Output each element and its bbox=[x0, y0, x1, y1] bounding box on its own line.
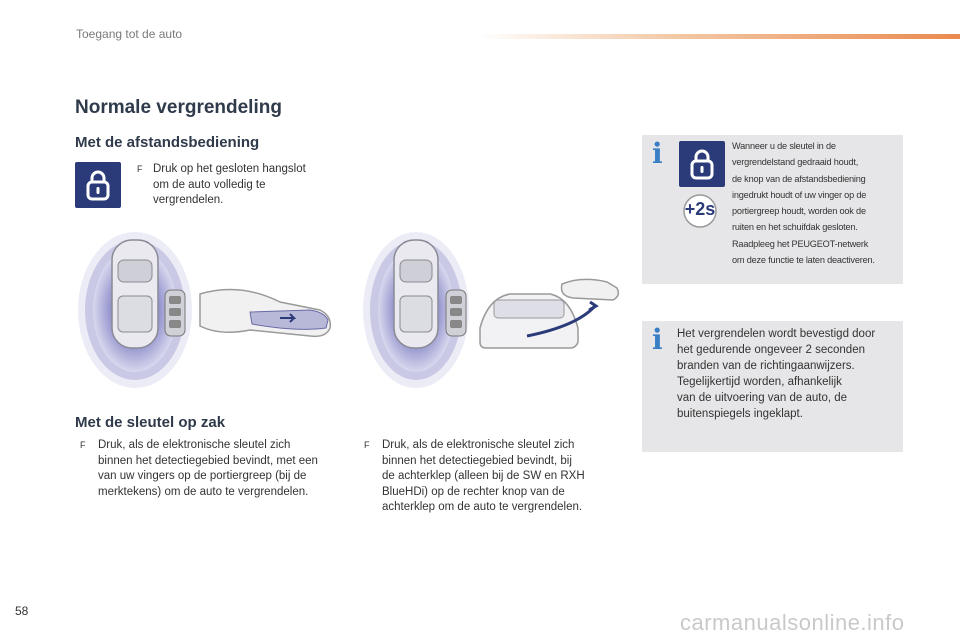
text-line: van de uitvoering van de auto, de bbox=[677, 392, 848, 404]
pocket-heading: Met de sleutel op zak bbox=[75, 414, 226, 431]
text-line: Druk, als de elektronische sleutel zich bbox=[382, 439, 575, 451]
text-line: achterklep om de auto te vergrendelen. bbox=[382, 501, 583, 513]
bullet-mark: F bbox=[137, 164, 143, 174]
remote-heading: Met de afstandsbediening bbox=[75, 134, 260, 151]
text-line: de achterklep (alleen bij de SW en RXH bbox=[382, 470, 585, 482]
bullet-mark: F bbox=[364, 440, 370, 450]
text-line: Raadpleeg het PEUGEOT-netwerk bbox=[732, 238, 869, 249]
info-box-hold-lock bbox=[642, 135, 903, 284]
text-line: BlueHDi) op de rechter knop van de bbox=[382, 485, 565, 498]
info-box-lock-confirmation bbox=[642, 321, 903, 452]
text-line: om de auto volledig te bbox=[153, 178, 266, 191]
pocket-tailgate-instruction bbox=[364, 438, 614, 516]
text-line: de knop van de afstandsbediening bbox=[732, 173, 866, 184]
section-title: Toegang tot de auto bbox=[76, 27, 183, 41]
text-line: ingedrukt houdt of uw vinger op de bbox=[732, 189, 867, 200]
text-line: van uw vingers op de portiergreep (bij de bbox=[98, 470, 307, 482]
text-line: Wanneer u de sleutel in de bbox=[732, 141, 836, 151]
text-line: buitenspiegels ingeklapt. bbox=[677, 408, 803, 420]
text-line: ruiten en het schuifdak gesloten. bbox=[732, 222, 858, 233]
pocket-door-instruction bbox=[80, 438, 350, 500]
text-line: branden van de richtingaanwijzers. bbox=[677, 360, 855, 372]
watermark: carmanualsonline.info bbox=[680, 610, 905, 635]
remote-instruction bbox=[137, 162, 337, 209]
lock-button-icon bbox=[75, 162, 121, 208]
text-line: Druk op het gesloten hangslot bbox=[153, 163, 306, 175]
text-line: Druk, als de elektronische sleutel zich bbox=[98, 439, 291, 451]
text-line: Het vergrendelen wordt bevestigd door bbox=[677, 328, 876, 340]
text-line: binnen het detectiegebied bevindt, bij bbox=[382, 454, 572, 467]
text-line: vergrendelen. bbox=[153, 194, 224, 206]
text-line: het gedurende ongeveer 2 seconden bbox=[677, 344, 865, 356]
info-icon: i bbox=[652, 137, 663, 170]
info-icon: i bbox=[652, 323, 663, 356]
header-accent-bar bbox=[478, 34, 960, 39]
text-line: om deze functie te laten deactiveren. bbox=[732, 255, 875, 266]
page-title: Normale vergrendeling bbox=[75, 97, 282, 118]
text-line: binnen het detectiegebied bevindt, met een bbox=[98, 454, 318, 467]
door-handle-lock-illustration bbox=[75, 232, 335, 390]
tailgate-lock-illustration bbox=[362, 232, 624, 390]
hold-timer-icon bbox=[675, 193, 725, 229]
text-line: merktekens) om de auto te vergrendelen. bbox=[98, 485, 309, 498]
hold-duration-label: +2s bbox=[684, 199, 716, 219]
text-line: portiergreep houdt, worden ook de bbox=[732, 206, 866, 217]
bullet-mark: F bbox=[80, 440, 86, 450]
text-line: Tegelijkertijd worden, afhankelijk bbox=[677, 376, 842, 388]
text-line: vergrendelstand gedraaid houdt, bbox=[732, 157, 859, 168]
lock-button-icon bbox=[679, 141, 725, 187]
page-number: 58 bbox=[15, 604, 29, 618]
info-box-text bbox=[732, 138, 902, 268]
info-box-text bbox=[677, 326, 901, 422]
